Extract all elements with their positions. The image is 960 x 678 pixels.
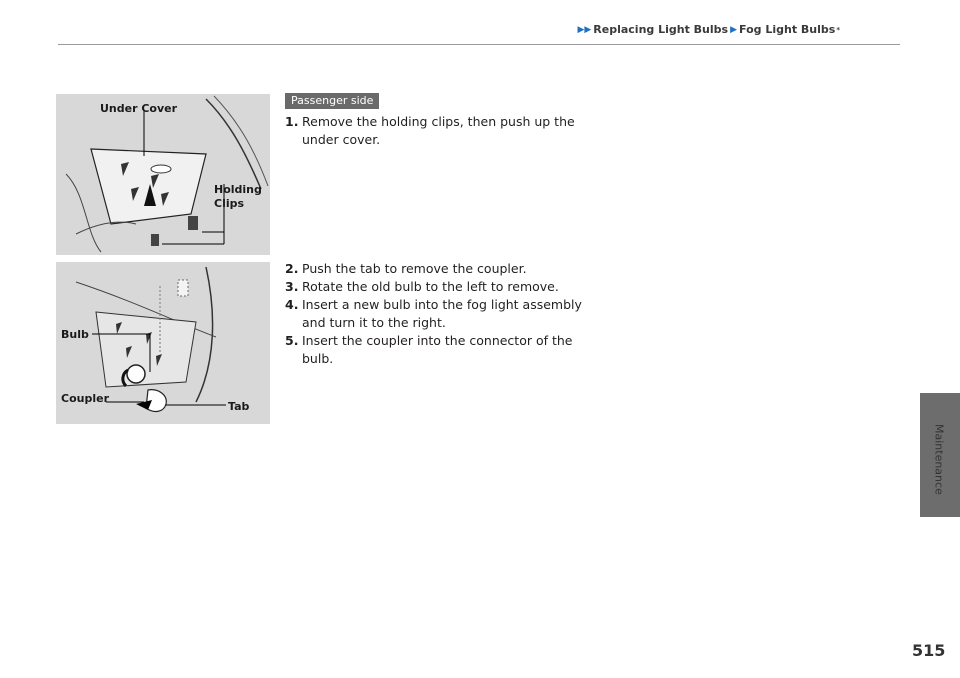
callout-bulb: Bulb bbox=[61, 328, 89, 341]
figure-under-cover bbox=[56, 94, 270, 255]
step-number: 1. bbox=[285, 114, 299, 129]
callout-holding-clips-line2: Clips bbox=[214, 197, 245, 210]
step-item bbox=[285, 113, 585, 149]
step-number: 5. bbox=[285, 333, 299, 348]
step-text: Rotate the old bulb to the left to remove. bbox=[302, 279, 559, 294]
callout-under-cover: Under Cover bbox=[100, 102, 178, 115]
section-side-tab-label: Maintenance bbox=[932, 424, 946, 495]
page-number: 515 bbox=[912, 641, 946, 660]
step-text: Remove the holding clips, then push up the under cover. bbox=[302, 114, 575, 147]
step-number: 2. bbox=[285, 261, 299, 276]
breadcrumb bbox=[575, 23, 840, 36]
step-text: Insert the coupler into the connector of the bulb. bbox=[302, 333, 573, 366]
step-text: Push the tab to remove the coupler. bbox=[302, 261, 527, 276]
callout-tab: Tab bbox=[228, 400, 250, 413]
chevron-right-icon: ▶▶ bbox=[577, 24, 592, 35]
chevron-right-icon: ▶ bbox=[730, 24, 738, 35]
step-item bbox=[285, 260, 585, 278]
step-list-cover bbox=[285, 113, 585, 149]
breadcrumb-section[interactable]: Replacing Light Bulbs bbox=[593, 23, 729, 36]
page-header bbox=[58, 14, 900, 45]
step-list-bulb bbox=[285, 260, 585, 368]
breadcrumb-current[interactable]: Fog Light Bulbs bbox=[739, 23, 836, 36]
passenger-side-badge: Passenger side bbox=[285, 93, 379, 109]
step-number: 3. bbox=[285, 279, 299, 294]
footnote-marker: * bbox=[836, 25, 840, 34]
callout-holding-clips-line1: Holding bbox=[214, 183, 262, 196]
figure-bulb-coupler bbox=[56, 262, 270, 424]
step-number: 4. bbox=[285, 297, 299, 312]
step-text: Insert a new bulb into the fog light assembly and turn it to the right. bbox=[302, 297, 582, 330]
step-item bbox=[285, 332, 585, 368]
step-item bbox=[285, 296, 585, 332]
callout-coupler: Coupler bbox=[61, 392, 109, 405]
under-cover-illustration bbox=[56, 94, 270, 255]
step-item bbox=[285, 278, 585, 296]
